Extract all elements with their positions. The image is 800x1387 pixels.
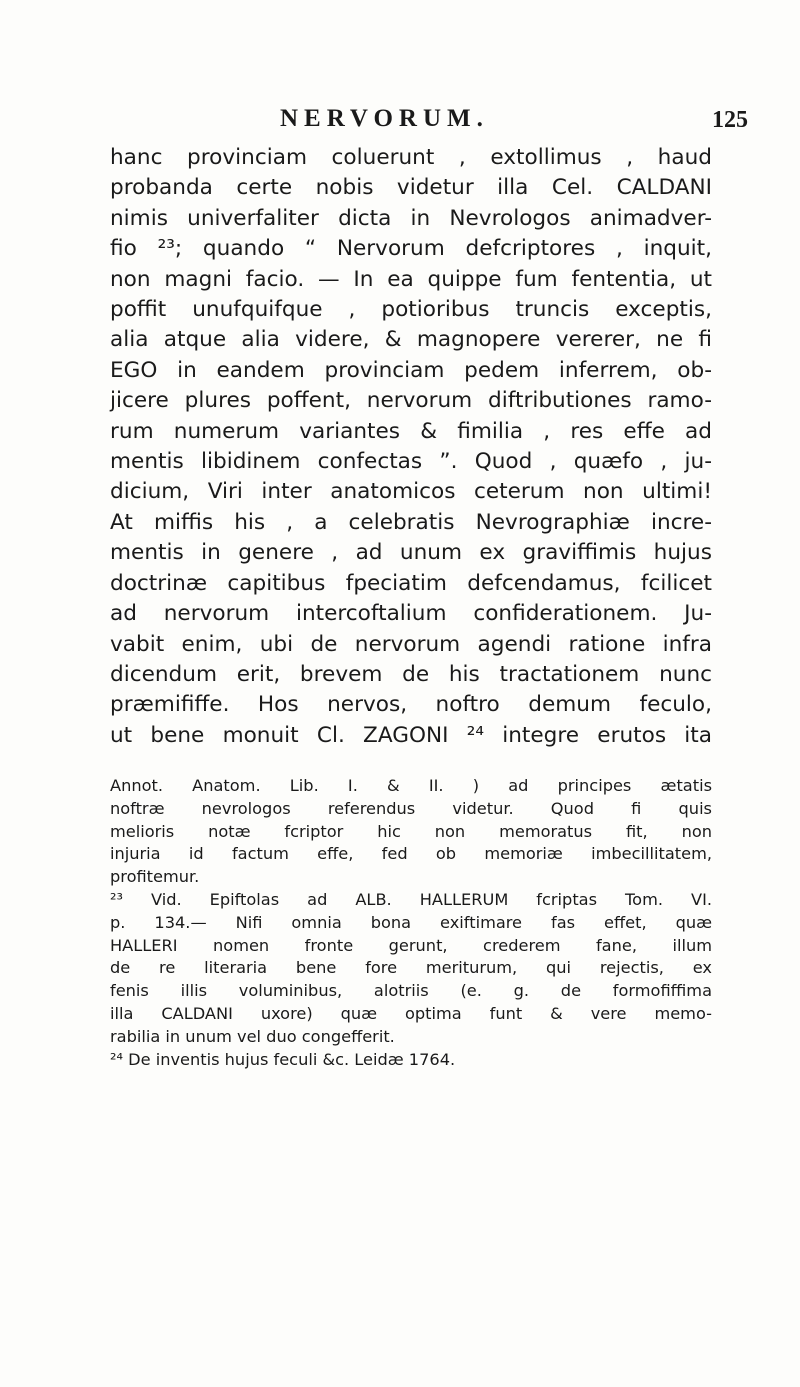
text-line: dicendum erit, brevem de his tractationem nunc — [110, 661, 712, 687]
text-line: præmififfe. Hos nervos, noftro demum feculo, — [110, 692, 712, 718]
footnote-line: p. 134.— Nifi omnia bona exiftimare fas effet, quæ — [110, 912, 712, 932]
footnote-line: rabilia in unum vel duo congefferit. — [110, 1026, 395, 1046]
text-line: doctrinæ capitibus fpeciatim defcendamus, fcilicet — [110, 570, 712, 596]
text-line: ut bene monuit Cl. ZAGONI ²⁴ integre erutos ita — [110, 722, 712, 748]
text-line: nimis univerfaliter dicta in Nevrologos animadver- — [110, 205, 712, 231]
text-line: non magni facio. — In ea quippe fum fententia, ut — [110, 266, 712, 292]
footnote-line: HALLERI nomen fronte gerunt, crederem fane, illum — [110, 935, 712, 955]
footnote-line: Annot. Anatom. Lib. I. & II. ) ad principes ætatis — [110, 776, 712, 795]
footnote-line: profitemur. — [110, 867, 200, 887]
text-line: hanc provinciam coluerunt , extollimus , haud — [110, 145, 712, 170]
text-line: vabit enim, ubi de nervorum agendi ratione infra — [110, 631, 712, 657]
text-line: mentis libidinem confectas ”. Quod , quæfo , ju- — [110, 449, 712, 475]
text-line: alia atque alia videre, & magnopere vererer, ne fi — [110, 327, 712, 353]
text-line: dicium, Viri inter anatomicos ceterum non ultimi! — [110, 479, 712, 505]
footnote-line: melioris notæ fcriptor hic non memoratus fit, non — [110, 821, 712, 841]
text-line: mentis in genere , ad unum ex graviffimis hujus — [110, 540, 712, 566]
main-text — [110, 143, 712, 751]
text-line: poffit unufquifque , potioribus truncis exceptis, — [110, 297, 712, 323]
footnote-line: injuria id factum effe, fed ob memoriæ imbecillitatem, — [110, 844, 712, 864]
text-line: jicere plures poffent, nervorum diftributiones ramo- — [110, 388, 712, 414]
text-line: probanda certe nobis videtur illa Cel. CALDANI — [110, 175, 712, 201]
footnote-line: de re literaria bene fore meriturum, qui rejectis, ex — [110, 958, 712, 978]
footnote-line: ²⁴ De inventis hujus feculi &c. Leidæ 1764. — [110, 1049, 456, 1069]
footnote-line: fenis illis voluminibus, alotriis (e. g. de formofiffima — [110, 981, 712, 1001]
text-line: ad nervorum intercoftalium confiderationem. Ju- — [110, 601, 712, 627]
text-line: fio ²³; quando “ Nervorum defcriptores , inquit, — [110, 236, 712, 262]
page-number: 125 — [712, 107, 748, 133]
footnotes — [110, 775, 712, 1071]
running-title: NERVORUM. — [280, 105, 489, 132]
text-line: EGO in eandem provinciam pedem inferrem, ob- — [110, 357, 712, 383]
text-line: At miffis his , a celebratis Nevrographiæ incre- — [110, 509, 712, 535]
footnote-line: illa CALDANI uxore) quæ optima funt & vere memo- — [110, 1003, 712, 1023]
text-line: rum numerum variantes & fimilia , res effe ad — [110, 418, 712, 444]
footnote-line: ²³ Vid. Epiftolas ad ALB. HALLERUM fcriptas Tom. VI. — [110, 889, 712, 909]
footnote-line: noftræ nevrologos referendus videtur. Quod fi quis — [110, 798, 712, 818]
